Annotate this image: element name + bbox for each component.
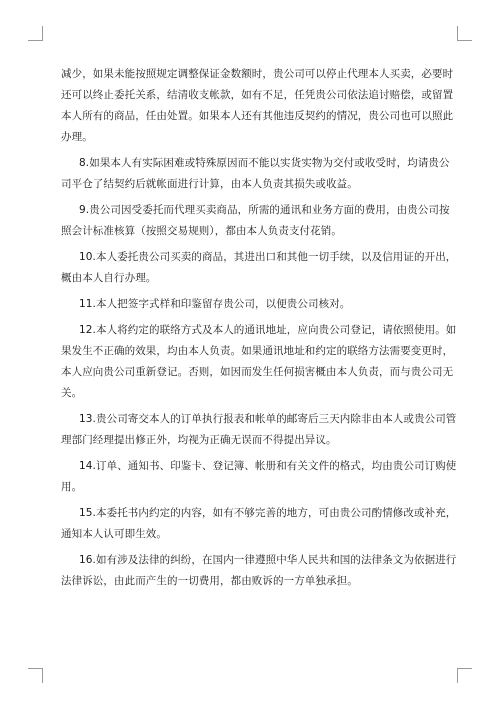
text-line: 还可以终止委托关系，结清收支帐款，如有不足，任凭贵公司依法追讨赔偿，或留置 xyxy=(61,89,454,101)
clause-12-line: 果发生不正确的效果，均由本人负责。如果通讯地址和约定的联络方法需要变更时， xyxy=(61,345,454,357)
clause-9-line: 照会计标准核算（按照交易规则），都由本人负责支付花销。 xyxy=(61,225,342,237)
document-body xyxy=(61,64,457,592)
clause-15-line: 15.本委托书内约定的内容，如有不够完善的地方，可由贵公司酌情修改或补充， xyxy=(79,507,457,519)
clause-13-line: 理部门经理提出修正外，均视为正确无误而不得提出异议。 xyxy=(61,434,337,446)
clause-8-line: 8.如果本人有实际困难或特殊原因而不能以实货实物为交付或收受时，均请贵公 xyxy=(79,157,450,169)
text-line: 办理。 xyxy=(61,131,93,143)
clause-10-line: 概由本人自行办理。 xyxy=(61,272,157,284)
clause-11-line: 11.本人把签字式样和印鉴留存贵公司，以便贵公司核对。 xyxy=(79,298,351,310)
crop-mark-top-right xyxy=(457,26,472,41)
clause-12-line: 本人应向贵公司重新登记。否则，如因而发生任何损害概由本人负责，而与贵公司无 xyxy=(61,366,454,378)
clause-10-line: 10.本人委托贵公司买卖的商品，其进出口和其他一切手续，以及信用证的开出， xyxy=(79,251,457,263)
crop-mark-top-left xyxy=(28,26,43,41)
text-line: 减少，如果未能按照规定调整保证金数额时，贵公司可以停止代理本人买卖，必要时 xyxy=(61,68,454,80)
crop-mark-bottom-left xyxy=(28,668,43,683)
clause-16-line: 法律诉讼，由此而产生的一切费用，都由败诉的一方单独承担。 xyxy=(61,575,358,587)
text-line: 本人所有的商品，任由处置。如果本人还有其他违反契约的情况，贵公司也可以照此 xyxy=(61,110,454,122)
clause-12-line: 关。 xyxy=(61,387,83,399)
clause-12-line: 12.本人将约定的联络方式及本人的通讯地址，应向贵公司登记，请依照使用。如 xyxy=(79,324,457,336)
crop-mark-bottom-right xyxy=(457,668,472,683)
clause-15-line: 通知本人认可即生效。 xyxy=(61,528,167,540)
clause-14-line: 14.订单、通知书、印鉴卡、登记簿、帐册和有关文件的格式，均由贵公司订购使 xyxy=(79,460,457,472)
clause-8-line: 司平仓了结契约后就帐面进行计算，由本人负责其损失或收益。 xyxy=(61,178,358,190)
clause-14-line: 用。 xyxy=(61,481,83,493)
clause-13-line: 13.贵公司寄交本人的订单执行报表和帐单的邮寄后三天内除非由本人或贵公司管 xyxy=(79,413,457,425)
clause-16-line: 16.如有涉及法律的纠纷，在国内一律遵照中华人民共和国的法律条文为依据进行 xyxy=(79,554,457,566)
clause-9-line: 9.贵公司因受委托而代理买卖商品，所需的通讯和业务方面的费用，由贵公司按 xyxy=(79,204,450,216)
